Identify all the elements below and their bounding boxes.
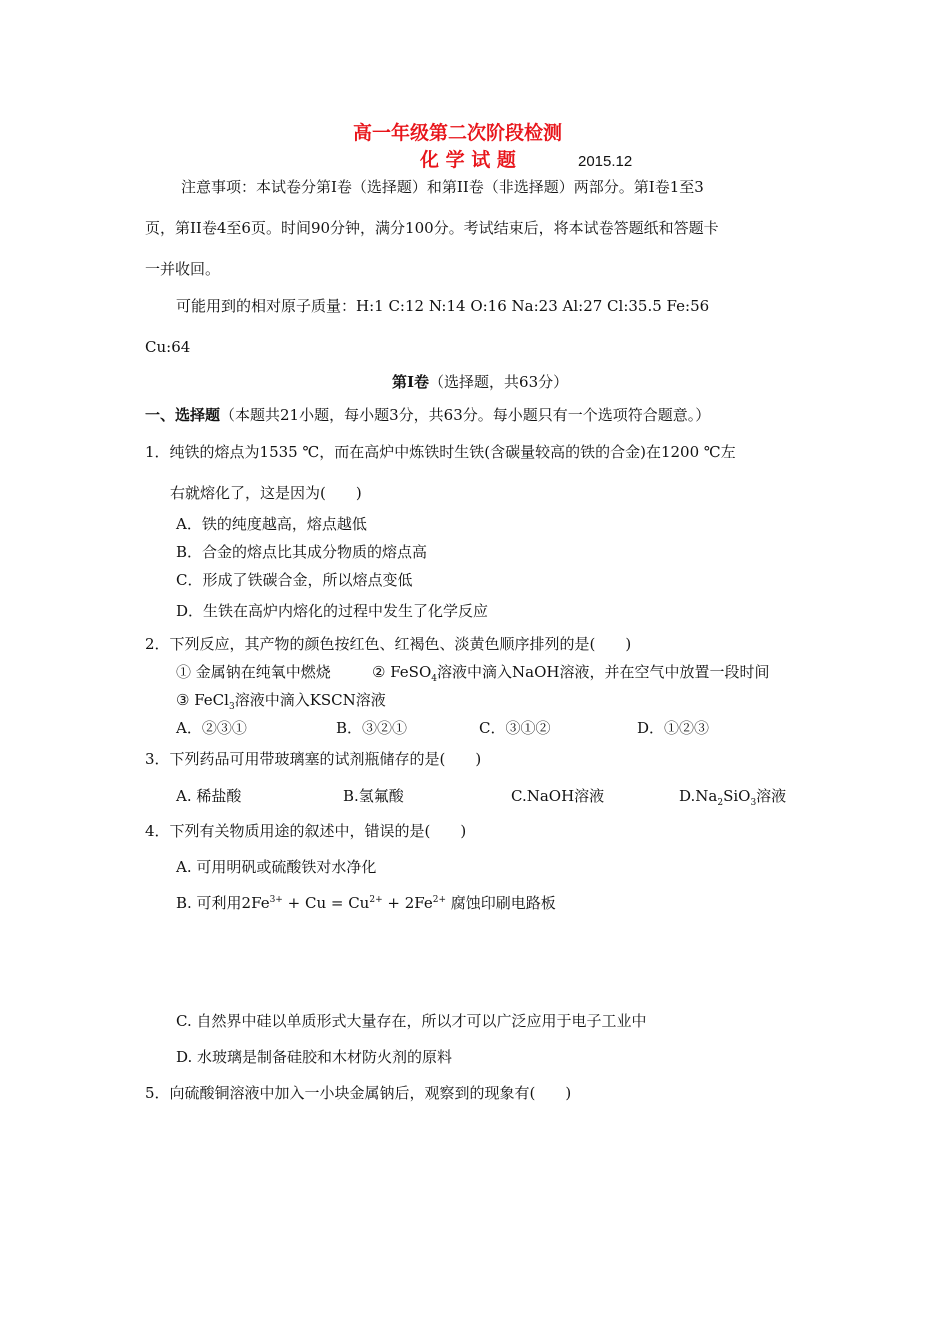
- q4-option-b-sup-3: 2+: [432, 895, 447, 905]
- q4-option-b-pre: B. 可利用2Fe: [176, 894, 270, 912]
- section-one-label: 一、选择题: [145, 406, 221, 424]
- q1-stem-line-1: 1．纯铁的熔点为1535 ℃，而在高炉中炼铁时生铁(含碳量较高的铁的合金)在1200 ℃左: [145, 443, 736, 461]
- part-one-desc: （选择题，共63分）: [429, 373, 569, 391]
- q3-option-d-mid: SiO: [723, 787, 751, 805]
- q3-option-d-sub-1: 2: [717, 798, 724, 808]
- atomic-mass-line-1: 可能用到的相对原子质量：H:1 C:12 N:14 O:16 Na:23 Al:27 Cl:35.5 Fe:56: [176, 297, 710, 315]
- q1-option-d: D．生铁在高炉内熔化的过程中发生了化学反应: [176, 602, 489, 620]
- q3-stem: 3．下列药品可用带玻璃塞的试剂瓶储存的是( ): [145, 750, 482, 768]
- q3-option-d-post: 溶液: [756, 787, 787, 805]
- q3-option-c: C.NaOH溶液: [511, 787, 605, 805]
- q4-option-d: D. 水玻璃是制备硅胶和木材防火剂的原料: [176, 1048, 453, 1066]
- q2-item-3-sub: 3: [228, 702, 235, 712]
- exam-subtitle: 化 学 试 题: [420, 149, 516, 171]
- part-one-heading: [392, 372, 568, 392]
- q3-option-d-pre: D.Na: [679, 787, 718, 805]
- q4-option-a: A. 可用明矾或硫酸铁对水净化: [176, 858, 377, 876]
- q3-option-d: [679, 786, 786, 806]
- q2-item-2-pre: ② FeSO: [372, 663, 432, 681]
- q2-item-1: ① 金属钠在纯氧中燃烧: [176, 663, 331, 681]
- q2-item-2: [372, 662, 769, 682]
- q2-item-2-sub: 4: [431, 674, 437, 684]
- q4-option-b-sup-1: 3+: [269, 895, 283, 905]
- atomic-mass-line-2: Cu:64: [145, 338, 191, 356]
- exam-date: 2015.12: [578, 153, 633, 170]
- q1-option-c: C．形成了铁碳合金，所以熔点变低: [176, 571, 413, 589]
- q4-option-b-mid-2: + 2Fe: [382, 894, 433, 912]
- q1-option-b: B．合金的熔点比其成分物质的熔点高: [176, 543, 428, 561]
- q4-option-b: [176, 893, 556, 913]
- q2-option-d: D．①②③: [637, 719, 710, 737]
- q4-option-b-sup-2: 2+: [369, 895, 383, 905]
- q5-stem: 5．向硫酸铜溶液中加入一小块金属钠后，观察到的现象有( ): [145, 1084, 572, 1102]
- q2-item-2-post: 溶液中滴入NaOH溶液，并在空气中放置一段时间: [437, 663, 770, 681]
- section-one-desc: （本题共21小题，每小题3分，共63分。每小题只有一个选项符合题意。）: [220, 406, 711, 424]
- q3-option-b: B.氢氟酸: [343, 787, 404, 805]
- q2-stem: 2．下列反应，其产物的颜色按红色、红褐色、淡黄色顺序排列的是( ): [145, 635, 632, 653]
- q2-item-3-pre: ③ FeCl: [176, 691, 229, 709]
- q4-option-b-post: 腐蚀印刷电路板: [446, 894, 556, 912]
- part-one-label: 第Ⅰ卷: [392, 373, 430, 391]
- q1-option-a: A．铁的纯度越高，熔点越低: [176, 515, 367, 533]
- q2-option-a: A．②③①: [176, 719, 247, 737]
- q3-option-a: A. 稀盐酸: [176, 787, 242, 805]
- notice-line-3: 一并收回。: [145, 260, 221, 278]
- q2-item-3-post: 溶液中滴入KSCN溶液: [234, 691, 386, 709]
- section-one-heading: [145, 405, 710, 425]
- q2-option-c: C．③①②: [479, 719, 551, 737]
- exam-title: 高一年级第二次阶段检测: [353, 122, 563, 144]
- q1-stem-line-2: 右就熔化了，这是因为( ): [170, 484, 362, 502]
- q4-option-c: C. 自然界中硅以单质形式大量存在，所以才可以广泛应用于电子工业中: [176, 1012, 647, 1030]
- notice-line-1: 注意事项：本试卷分第Ⅰ卷（选择题）和第II卷（非选择题）两部分。第Ⅰ卷1至3: [181, 178, 704, 196]
- notice-line-2: 页，第II卷4至6页。时间90分钟，满分100分。考试结束后，将本试卷答题纸和答题卡: [145, 219, 719, 237]
- q4-stem: 4．下列有关物质用途的叙述中，错误的是( ): [145, 822, 467, 840]
- q4-option-b-mid-1: + Cu = Cu: [282, 894, 370, 912]
- q3-option-d-sub-2: 3: [750, 798, 757, 808]
- q2-item-3: [176, 690, 386, 710]
- q2-option-b: B．③②①: [336, 719, 408, 737]
